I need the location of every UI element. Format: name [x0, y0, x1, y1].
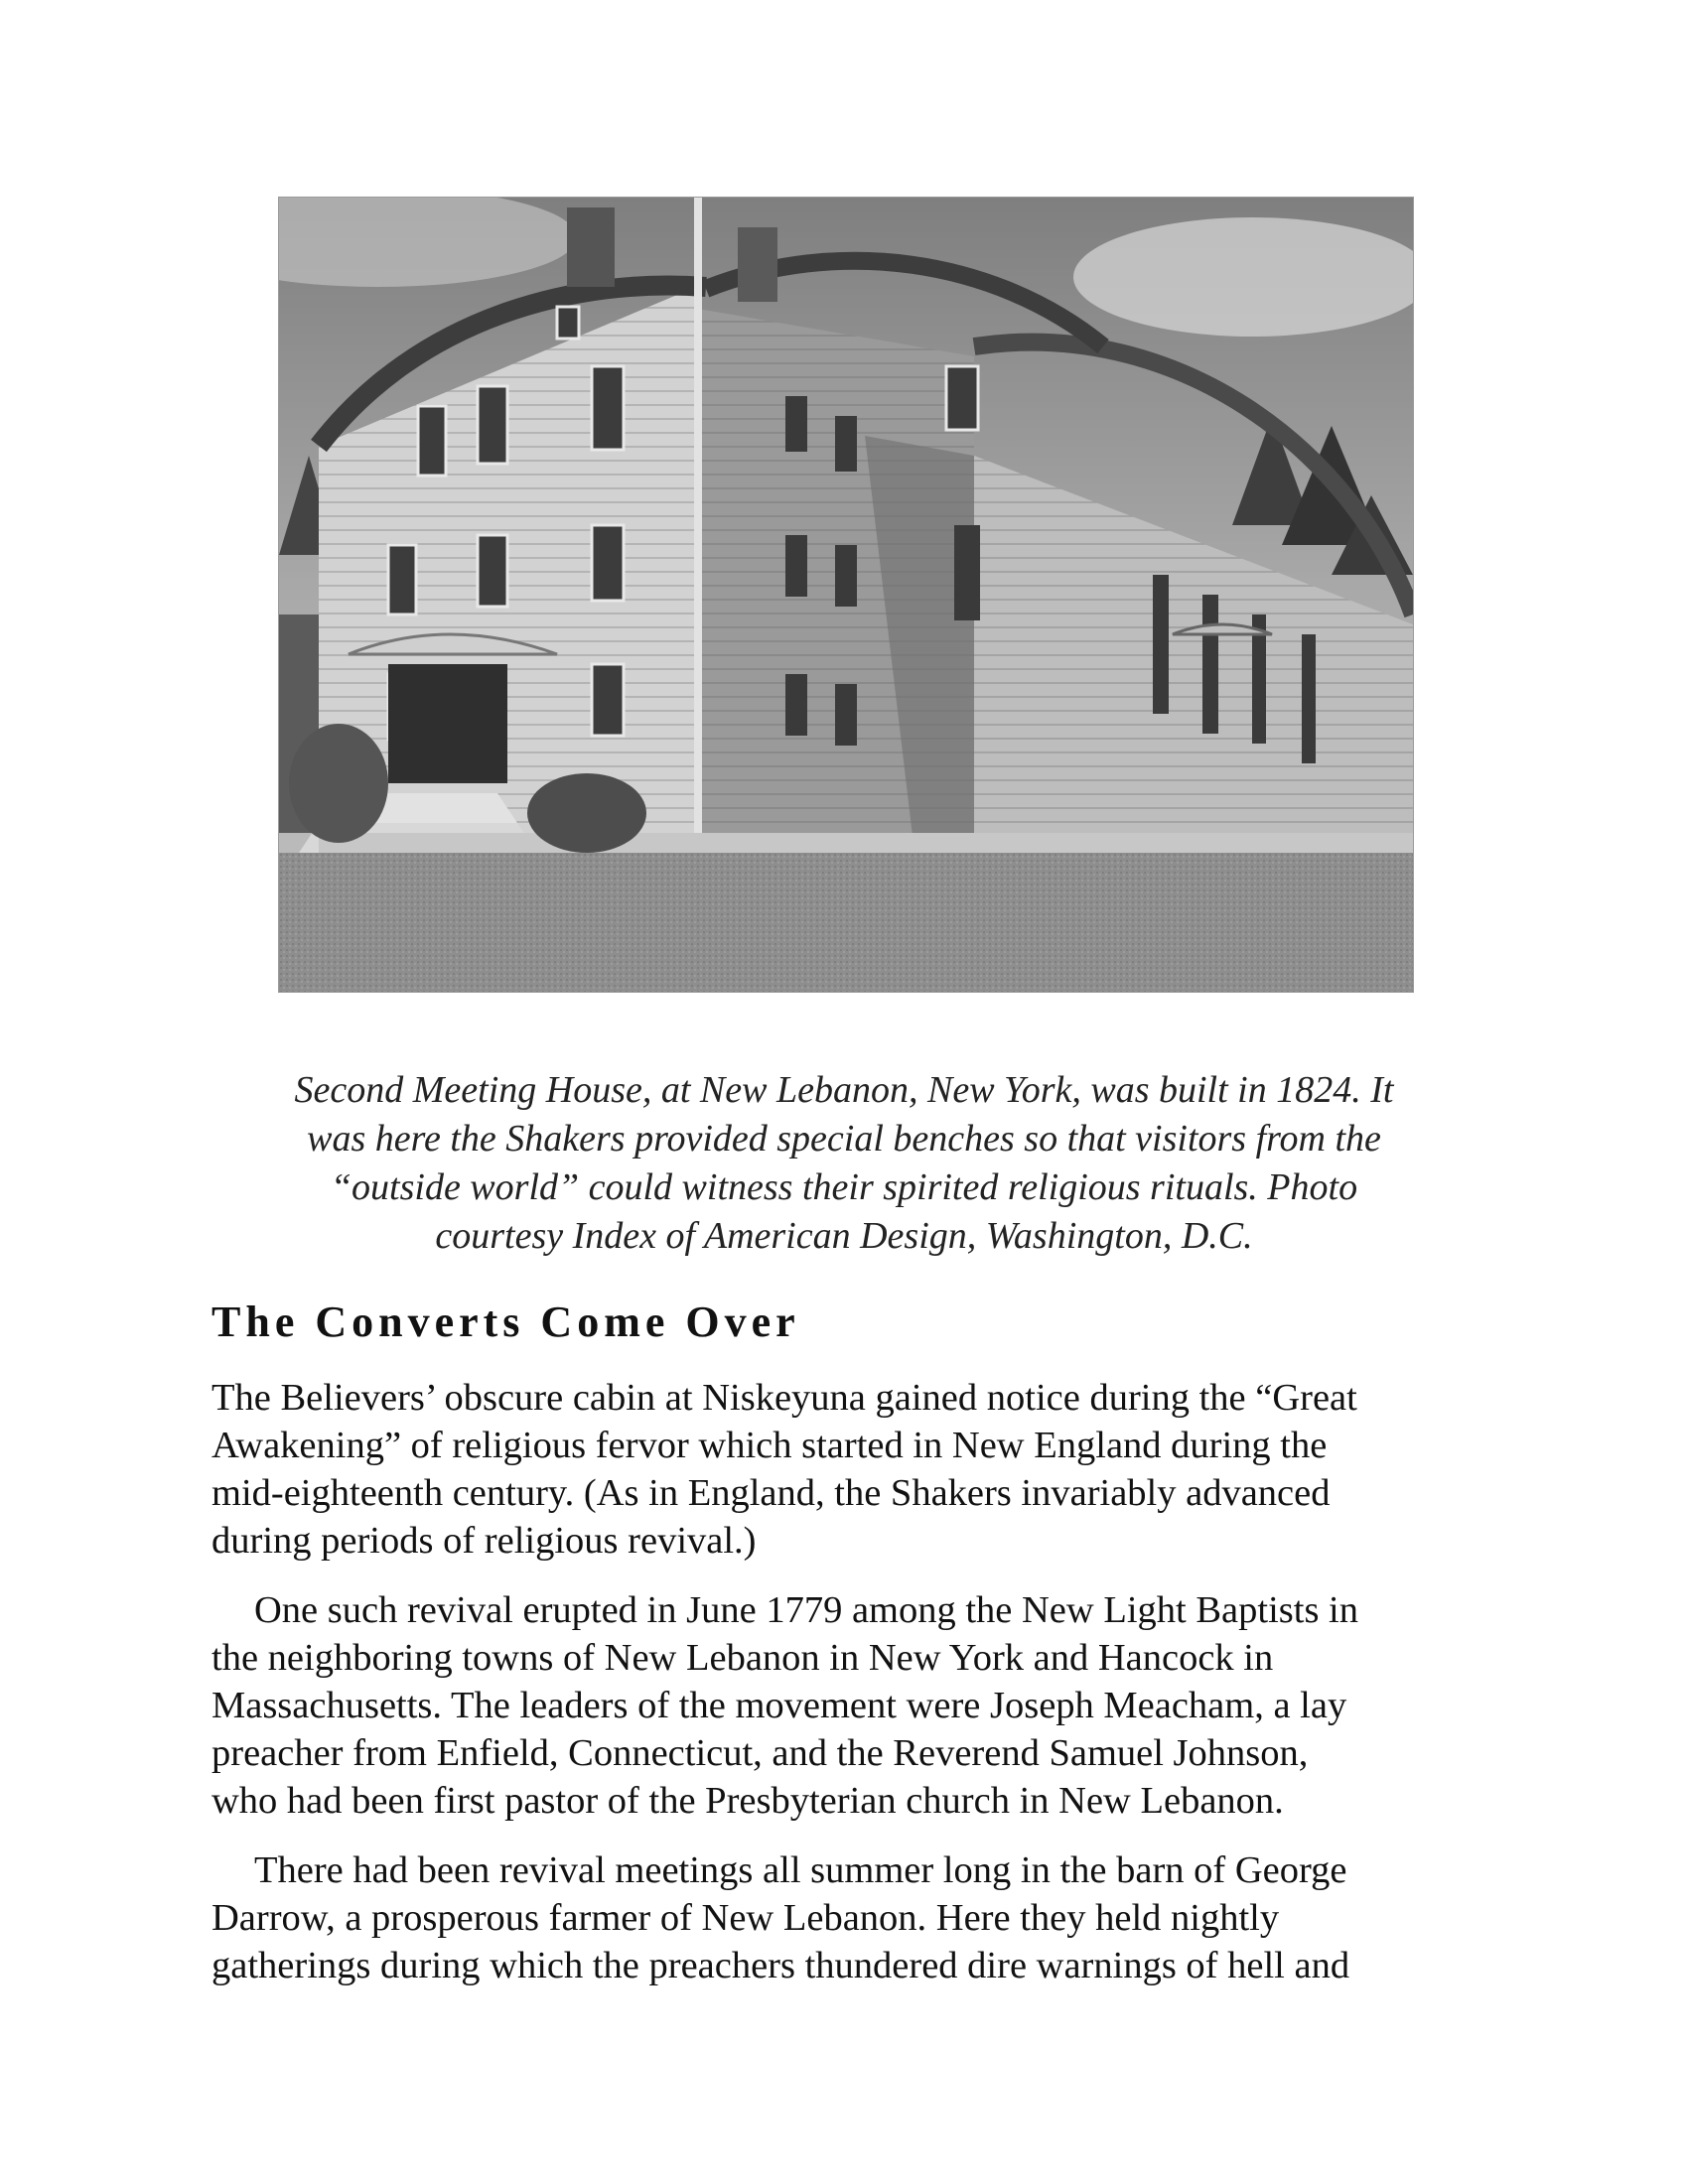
meeting-house-photo: [278, 197, 1414, 993]
text-line: Darrow, a prosperous farmer of New Lebanon. Here they held nightly: [211, 1897, 1280, 1939]
text-line: gatherings during which the preachers thundered dire warnings of hell and: [211, 1945, 1350, 1986]
photo-caption: [228, 1066, 1460, 1261]
paragraph-2: [211, 1586, 1492, 1825]
paragraph-1: [211, 1374, 1492, 1565]
text-line: mid-eighteenth century. (As in England, the Shakers invariably advanced: [211, 1472, 1331, 1514]
text-line: One such revival erupted in June 1779 among the New Light Baptists in: [254, 1589, 1359, 1631]
text-line: Massachusetts. The leaders of the movement were Joseph Meacham, a lay: [211, 1685, 1347, 1726]
meeting-house-image: [279, 198, 1413, 992]
text-line: during periods of religious revival.): [211, 1520, 757, 1562]
text-line: The Believers’ obscure cabin at Niskeyuna gained notice during the “Great: [211, 1377, 1357, 1419]
text-line: who had been first pastor of the Presbyterian church in New Lebanon.: [211, 1780, 1284, 1822]
text-line: preacher from Enfield, Connecticut, and the Reverend Samuel Johnson,: [211, 1732, 1309, 1774]
text-line: the neighboring towns of New Lebanon in New York and Hancock in: [211, 1637, 1274, 1679]
text-line: Awakening” of religious fervor which started in New England during the: [211, 1425, 1328, 1466]
text-line: There had been revival meetings all summer long in the barn of George: [254, 1849, 1347, 1891]
paragraph-3: [211, 1846, 1492, 1989]
section-heading: The Converts Come Over: [211, 1297, 800, 1346]
caption-line: Second Meeting House, at New Lebanon, New York, was built in 1824. It: [294, 1069, 1394, 1111]
caption-line: courtesy Index of American Design, Washington, D.C.: [435, 1215, 1253, 1257]
caption-line: was here the Shakers provided special benches so that visitors from the: [307, 1118, 1381, 1160]
caption-line: “outside world” could witness their spirited religious rituals. Photo: [330, 1166, 1358, 1208]
